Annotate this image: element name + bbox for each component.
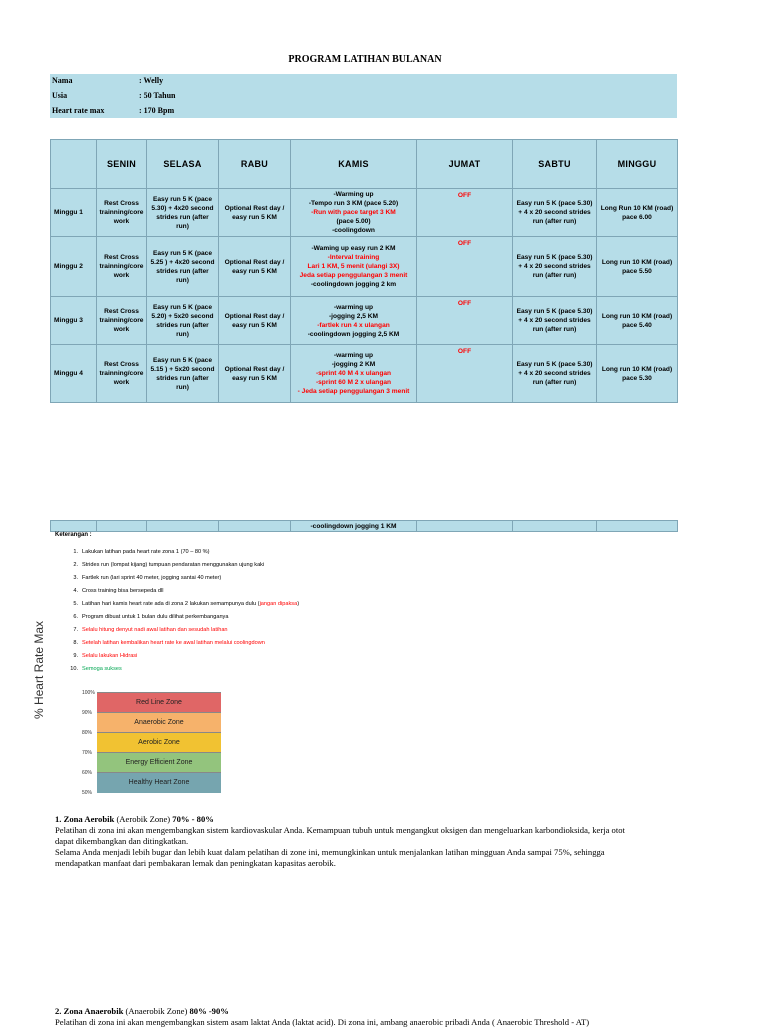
note-text [82, 614, 228, 620]
cell-rabu: Optional Rest day / easy run 5 KM [219, 237, 291, 297]
note-number: 1. [73, 549, 78, 555]
week-label: Minggu 2 [51, 237, 97, 297]
note-text [82, 666, 122, 672]
note-number: 3. [73, 575, 78, 581]
note-text [82, 601, 299, 607]
note-number: 6. [73, 614, 78, 620]
cell-jumat-off: OFF [417, 345, 513, 403]
zone1-heading-pct: 70% - 80% [172, 814, 214, 824]
week-label: Minggu 1 [51, 189, 97, 237]
cell-kamis [291, 237, 417, 297]
table-row [51, 237, 678, 297]
kamis-line: -jogging 2,5 KM [328, 312, 379, 320]
empty-cell [513, 521, 597, 532]
note-text-part: Selalu lakukan Hidrasi [82, 653, 138, 659]
note-text-part: Program dibuat untuk 1 bulan dulu dilihat perkembanganya [82, 614, 229, 620]
info-label: Heart rate max [52, 106, 105, 115]
note-text [82, 575, 221, 581]
week-label: Minggu 3 [51, 297, 97, 345]
cell-sabtu: Easy run 5 K (pace 5.30) + 4 x 20 second strides run (after run) [513, 189, 597, 237]
page-title: PROGRAM LATIHAN BULANAN [288, 54, 442, 65]
table-row [51, 521, 678, 532]
cell-kamis [291, 297, 417, 345]
header-selasa: SELASA [147, 140, 219, 189]
cell-senin: Rest Cross trainning/core work [97, 189, 147, 237]
cell-rabu: Optional Rest day / easy run 5 KM [219, 297, 291, 345]
note-text [82, 653, 137, 659]
kamis-line: - Jeda setiap penggulangan 3 menit [297, 388, 410, 395]
kamis-line: -sprint 60 M 2 x ulangan [315, 379, 392, 386]
info-value: : Welly [139, 76, 164, 85]
note-text-part: Selalu hitung denyut nadi awal latihan dan sesudah latihan [82, 627, 228, 633]
note-number: 10. [70, 666, 78, 672]
table-row [51, 189, 678, 237]
note-text-part: Latihan hari kamis heart rate ada di zona 2 lakukan semampunya dulu ( [82, 601, 260, 607]
chart-tick-label: 90% [82, 710, 93, 716]
cell-rabu: Optional Rest day / easy run 5 KM [219, 189, 291, 237]
header-rabu: RABU [219, 140, 291, 189]
kamis-line: -coolingdown jogging 2 km [310, 281, 397, 288]
info-label: Usia [52, 91, 68, 100]
kamis-line: -coolingdown [332, 227, 375, 234]
kamis-line: -fartlek run 4 x ulangan [317, 321, 390, 329]
kamis-line: -warming up [333, 303, 374, 311]
note-number: 4. [73, 588, 78, 594]
chart-zone-bar: Anaerobic Zone [97, 712, 221, 733]
note-text-part: jangan dipaksa [259, 601, 298, 607]
zone1-heading-rest: (Aerobik Zone) [114, 814, 173, 824]
zone2-heading [55, 1006, 655, 1017]
note-text [82, 588, 163, 594]
cell-senin: Rest Cross trainning/core work [97, 345, 147, 403]
chart-tick-label: 60% [82, 770, 93, 776]
chart-y-axis-label: % Heart Rate Max [32, 620, 46, 720]
cell-sabtu: Easy run 5 K (pace 5.30) + 4 x 20 second strides run (after run) [513, 297, 597, 345]
empty-cell [219, 521, 291, 532]
cell-selasa: Easy run 5 K (pace 5.20) + 5x20 second strides run (after run) [147, 297, 219, 345]
cell-rabu: Optional Rest day / easy run 5 KM [219, 345, 291, 403]
note-text-part: ) [297, 601, 300, 607]
kamis-line: -warming up [333, 352, 374, 359]
week-label: Minggu 4 [51, 345, 97, 403]
schedule-extra-row [50, 520, 678, 532]
note-text [82, 627, 228, 633]
cell-jumat-off: OFF [417, 237, 513, 297]
empty-cell [417, 521, 513, 532]
info-row-name [50, 76, 677, 90]
cell-jumat-off: OFF [417, 297, 513, 345]
zone2-heading-rest: (Anaerobik Zone) [123, 1006, 190, 1016]
header-cell [51, 140, 97, 189]
chart-tick-label: 100% [82, 690, 95, 696]
note-text-part: Setelah latihan kembalikan heart rate ke awal latihan melalui coolingdown [82, 640, 265, 646]
note-text-part: Fartlek run (lari sprint 40 meter, jogging santai 40 meter) [82, 575, 222, 581]
kamis-line: -sprint 40 M 4 x ulangan [315, 370, 392, 377]
zone2-line: Pelatihan di zona ini akan mengembangkan sistem asam laktat Anda (laktat acid). Di zona ini, ambang anaerobic pribadi Anda ( Anaerobic Threshold - AT) [55, 1017, 590, 1027]
info-value: : 170 Bpm [139, 106, 175, 115]
empty-cell [147, 521, 219, 532]
cell-selasa: Easy run 5 K (pace 5.15 ) + 5x20 second strides run (after run) [147, 345, 219, 403]
header-sabtu: SABTU [513, 140, 597, 189]
note-text [82, 640, 265, 646]
chart-tick-label: 70% [82, 750, 93, 756]
zone2-section [55, 1006, 655, 1028]
note-number: 5. [73, 601, 78, 607]
chart-tick-label: 50% [82, 790, 93, 796]
note-number: 7. [73, 627, 78, 633]
info-row-age [50, 91, 677, 105]
cell-jumat-off: OFF [417, 189, 513, 237]
zone1-section [55, 814, 655, 869]
zone1-heading-bold: 1. Zona Aerobik [55, 814, 115, 824]
kamis-line: -Tempo run 3 KM (pace 5.20) [308, 200, 399, 207]
cell-sabtu: Easy run 5 K (pace 5.30) + 4 x 20 second strides run (after run) [513, 345, 597, 403]
cell-minggu: Long run 10 KM (road) pace 5.50 [597, 237, 678, 297]
header-jumat: JUMAT [417, 140, 513, 189]
header-minggu: MINGGU [597, 140, 678, 189]
zone1-heading [55, 814, 655, 825]
cell-senin: Rest Cross trainning/core work [97, 297, 147, 345]
info-row-heart-rate [50, 106, 677, 120]
zone1-line: dapat dikembangkan dan ditingkatkan. [55, 836, 189, 846]
zone1-line: Pelatihan di zona ini akan mengembangkan sistem kardiovaskular Anda. Kemampuan tubuh untuk mengangkut oksigen dan mengeluarkan karbondioksida, kerja otot [55, 825, 625, 835]
kamis-line: -coolingdown jogging 2,5 KM [307, 330, 400, 338]
note-text-part: Cross training bisa bersepeda dll [82, 588, 164, 594]
kamis-line: (pace 5.00) [336, 218, 371, 225]
kamis-line: -Interval training [327, 254, 380, 261]
empty-cell [97, 521, 147, 532]
note-text [82, 549, 210, 555]
cell-minggu: Long run 10 KM (road) pace 5.40 [597, 297, 678, 345]
zone2-heading-bold: 2. Zona Anaerobik [55, 1006, 124, 1016]
info-label: Nama [52, 76, 73, 85]
chart-zone-bar: Energy Efficient Zone [97, 752, 221, 773]
kamis-line: Lari 1 KM, 5 menit (ulangi 3X) [307, 263, 400, 270]
info-value: : 50 Tahun [139, 91, 176, 100]
zone1-line: mendapatkan manfaat dari pembakaran lemak dan peningkatan kapasitas aerobik. [55, 858, 336, 868]
kamis-line: -Run with pace target 3 KM [311, 209, 396, 216]
cell-senin: Rest Cross trainning/core work [97, 237, 147, 297]
chart-tick-label: 80% [82, 730, 93, 736]
header-senin: SENIN [97, 140, 147, 189]
extra-kamis-cell: -coolingdown jogging 1 KM [291, 521, 417, 532]
cell-kamis [291, 345, 417, 403]
empty-cell [597, 521, 678, 532]
note-number: 8. [73, 640, 78, 646]
chart-zone-bar: Red Line Zone [97, 692, 221, 713]
note-text-part: Strides run (lompat kijang) tumpuan pendaratan menggunakan ujung kaki [82, 562, 265, 568]
zone2-heading-pct: 80% -90% [189, 1006, 229, 1016]
kamis-line: -Warming up [333, 191, 374, 198]
training-schedule-table [50, 139, 678, 403]
cell-selasa: Easy run 5 K (pace 5.30) + 4x20 second strides run (after run) [147, 189, 219, 237]
cell-minggu: Long run 10 KM (road) pace 5.30 [597, 345, 678, 403]
header-kamis: KAMIS [291, 140, 417, 189]
empty-cell [51, 521, 97, 532]
table-row [51, 297, 678, 345]
note-number: 9. [73, 653, 78, 659]
kamis-line: Jeda setiap penggulangan 3 menit [299, 272, 408, 279]
chart-zone-bar: Healthy Heart Zone [97, 772, 221, 793]
zone1-line: Selama Anda menjadi lebih bugar dan lebih kuat dalam pelatihan di zone ini, memungkinkan untuk menjalankan latihan mingguan Anda sampai 75%, sehingga [55, 847, 605, 857]
cell-minggu: Long Run 10 KM (road) pace 6.00 [597, 189, 678, 237]
note-text-part: Lakukan latihan pada heart rate zona 1 (70 – 80 %) [82, 549, 210, 555]
table-header-row [51, 140, 678, 189]
kamis-line: -Waming up easy run 2 KM [311, 245, 396, 252]
note-text [82, 562, 264, 568]
table-row [51, 345, 678, 403]
runner-info-box [50, 74, 677, 118]
note-number: 2. [73, 562, 78, 568]
cell-selasa: Easy run 5 K (pace 5.25 ) + 4x20 second strides run (after run) [147, 237, 219, 297]
note-text-part: Semoga sukses [82, 666, 122, 672]
notes-heading: Keterangan : [55, 532, 92, 538]
chart-zone-bar: Aerobic Zone [97, 732, 221, 753]
kamis-line: -jogging 2 KM [331, 361, 376, 368]
cell-sabtu: Easy run 5 K (pace 5.30) + 4 x 20 second strides run (after run) [513, 237, 597, 297]
cell-kamis [291, 189, 417, 237]
